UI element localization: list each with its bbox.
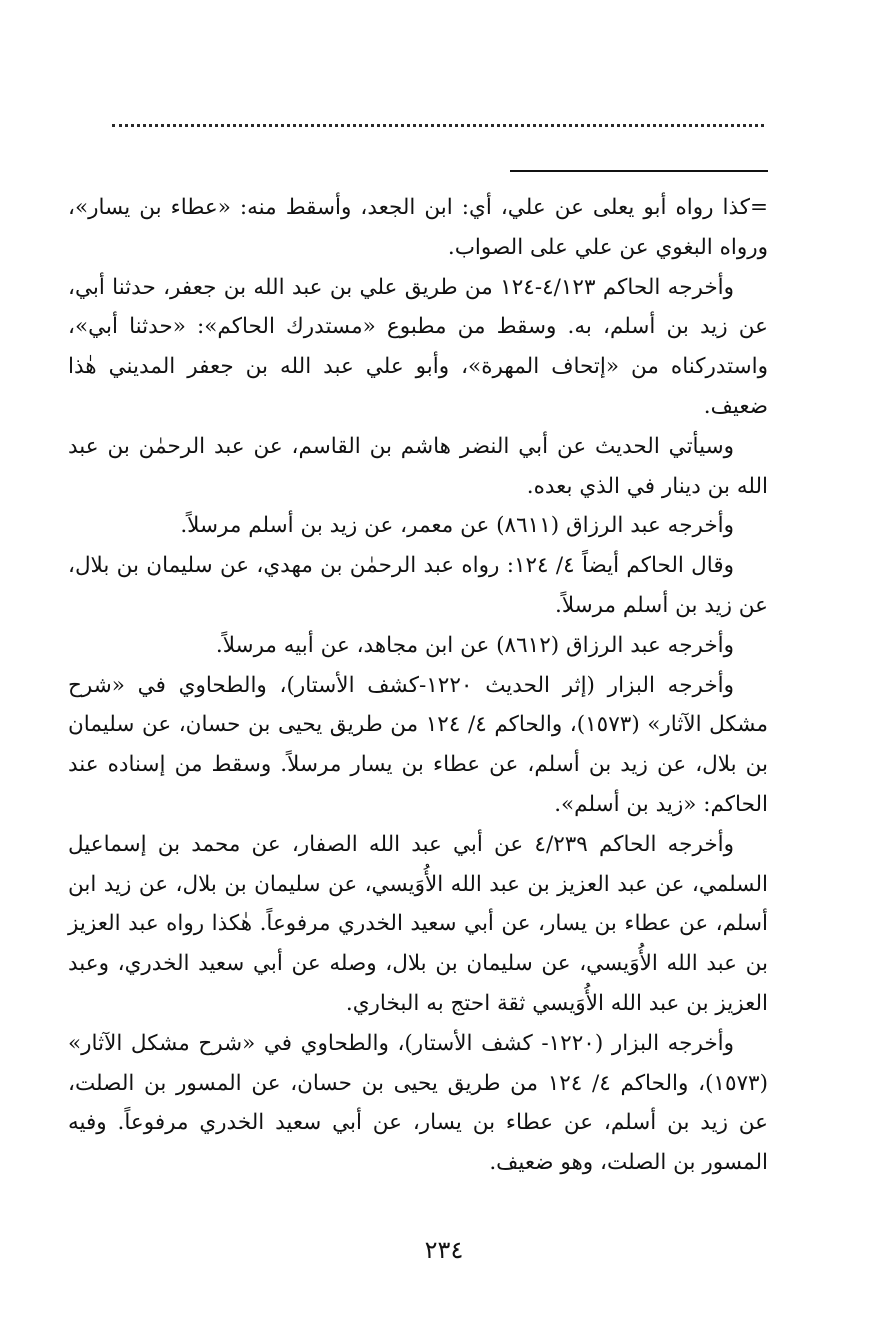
footnote-paragraph: وأخرجه عبد الرزاق (٨٦١١) عن معمر، عن زيد بن أسلم مرسلاً. xyxy=(180,513,734,539)
footnote-paragraph: وأخرجه البزار (١٢٢٠- كشف الأستار)، والطحاوي في «شرح مشكل الآثار» (١٥٧٣)، والحاكم ٤/ ١٢٤ من طريق يحيى بن حسان، عن المسور بن الصلت، عن زيد بن أسلم، عن عطاء بن يسار، عن أبي سعيد الخدري مرفوعاً. وفيه المسور بن الصلت، وهو ضعيف. xyxy=(68,1030,768,1176)
footnote-paragraph: وأخرجه الحاكم ٤/٢٣٩ عن أبي عبد الله الصفار، عن محمد بن إسماعيل السلمي، عن عبد العزيز بن عبد الله الأُوَيسي، عن سليمان بن بلال، عن زيد ابن أسلم، عن عطاء بن يسار، عن أبي سعيد الخدري مرفوعاً. هٰكذا رواه عبد العزيز بن عبد الله الأُوَيسي، عن سليمان بن بلال، وصله عن أبي سعيد الخدري، وعبد العزيز بن عبد الله الأُوَيسي ثقة احتج به البخاري. xyxy=(68,831,768,1016)
footnote-paragraph: =كذا رواه أبو يعلى عن علي، أي: ابن الجعد، وأسقط منه: «عطاء بن يسار»، ورواه البغوي عن علي على الصواب. xyxy=(68,195,768,260)
footnote-paragraph: وأخرجه البزار (إثر الحديث ١٢٢٠-كشف الأستار)، والطحاوي في «شرح مشكل الآثار» (١٥٧٣)، والحاكم ٤/ ١٢٤ من طريق يحيى بن حسان، عن سليمان بن بلال، عن زيد بن أسلم، عن عطاء بن يسار مرسلاً. وسقط من إسناده عند الحاكم: «زيد بن أسلم». xyxy=(68,672,768,817)
footnote-paragraph: وسيأتي الحديث عن أبي النضر هاشم بن القاسم، عن عبد الرحمٰن بن عبد الله بن دينار في الذي بعده. xyxy=(68,433,768,499)
footnote-text xyxy=(68,188,768,1183)
footnote-paragraph: وأخرجه الحاكم ٤/١٢٣-١٢٤ من طريق علي بن عبد الله بن جعفر، حدثنا أبي، عن زيد بن أسلم، به. وسقط من مطبوع «مستدرك الحاكم»: «حدثنا أبي»، واستدركناه من «إتحاف المهرة»، وأبو علي عبد الله بن جعفر المديني هٰذا ضعيف. xyxy=(68,274,768,419)
page-number: ٢٣٤ xyxy=(424,1236,464,1264)
footnote-separator-line xyxy=(510,170,768,172)
footnote-paragraph: وأخرجه عبد الرزاق (٨٦١٢) عن ابن مجاهد، عن أبيه مرسلاً. xyxy=(215,632,734,658)
dotted-separator xyxy=(112,124,764,127)
footnote-paragraph: وقال الحاكم أيضاً ٤/ ١٢٤: رواه عبد الرحمٰن بن مهدي، عن سليمان بن بلال، عن زيد بن أسلم مرسلاً. xyxy=(68,553,768,618)
